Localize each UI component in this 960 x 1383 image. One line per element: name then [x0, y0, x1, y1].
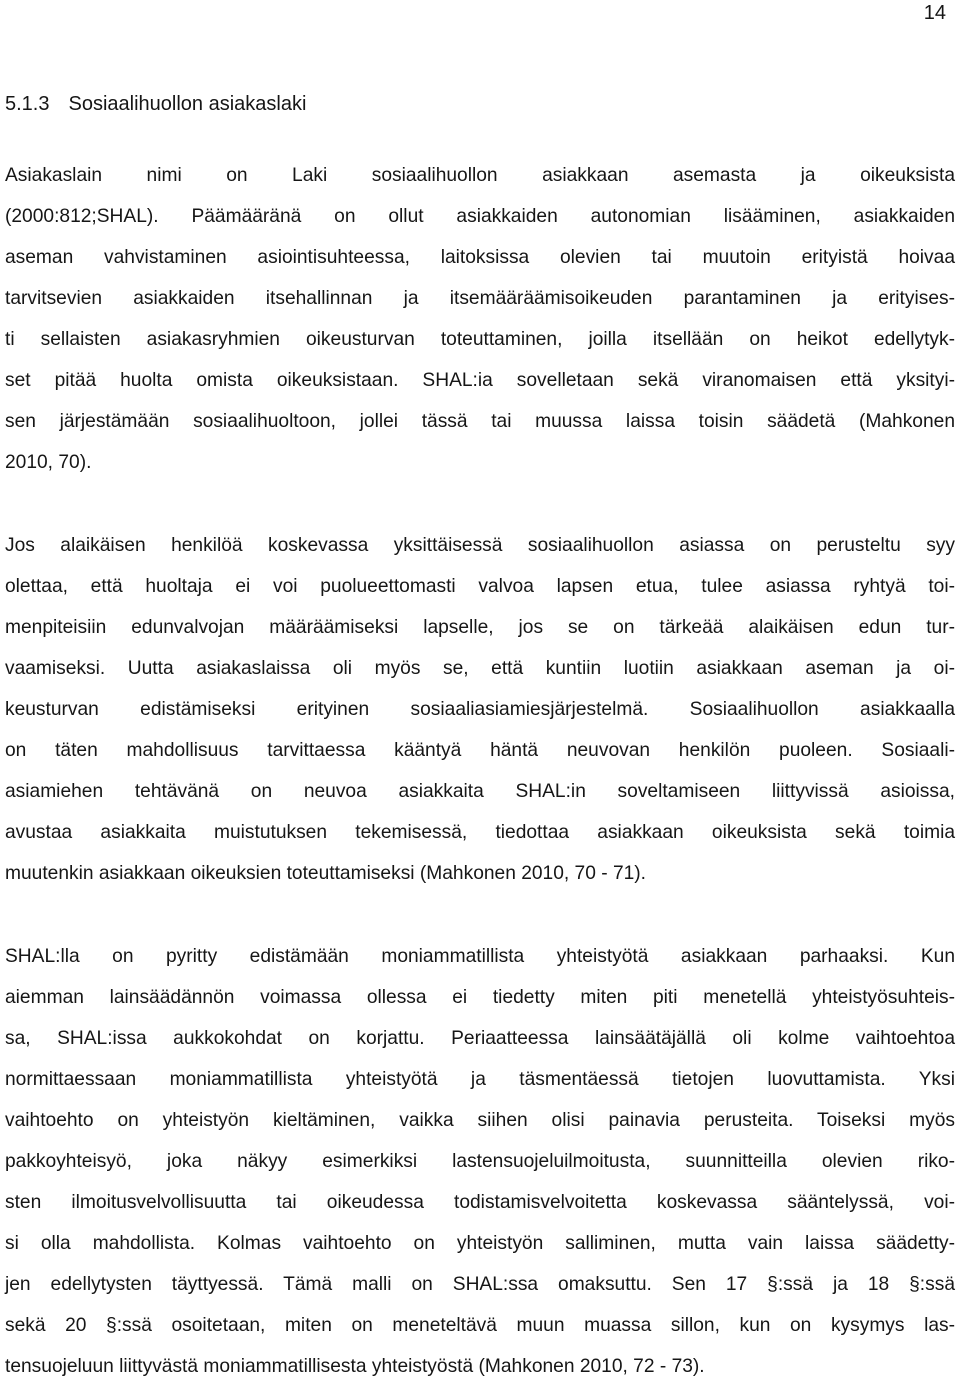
page-number: 14 [923, 2, 946, 24]
text-line: sa, SHAL:issa aukkokohdat on korjattu. Periaatteessa lainsäätäjällä oli kolme vaihtoehtoa [5, 1028, 955, 1049]
text-line: set pitää huolta omista oikeuksistaan. SHAL:ia sovelletaan sekä viranomaisen että yksityi- [5, 370, 955, 391]
section-heading [5, 90, 306, 118]
text-line: on täten mahdollisuus tarvittaessa kääntyä häntä neuvovan henkilön puoleen. Sosiaali- [5, 740, 955, 761]
text-line: SHAL:lla on pyritty edistämään moniammatillista yhteistyötä asiakkaan parhaaksi. Kun [5, 946, 955, 967]
text-line: ti sellaisten asiakasryhmien oikeusturvan toteuttaminen, joilla itsellään on heikot edellytyk- [5, 329, 955, 350]
text-line: aseman vahvistaminen asiointisuhteessa, laitoksissa olevien tai muutoin erityistä hoivaa [5, 247, 955, 268]
text-line: muutenkin asiakkaan oikeuksien toteuttamiseksi (Mahkonen 2010, 70 - 71). [5, 863, 647, 884]
text-line: Asiakaslain nimi on Laki sosiaalihuollon asiakkaan asemasta ja oikeuksista [5, 165, 955, 186]
text-line: sen järjestämään sosiaalihuoltoon, jollei tässä tai muussa laissa toisin säädetä (Mahkonen [5, 411, 955, 432]
text-line: menpiteisiin edunvalvojan määräämiseksi lapselle, jos se on tärkeää alaikäisen edun tur- [5, 617, 955, 638]
text-line: pakkoyhteisyö, joka näkyy esimerkiksi lastensuojeluilmoitusta, suunnitteilla olevien riko- [5, 1151, 955, 1172]
text-line: tarvitsevien asiakkaiden itsehallinnan ja itsemääräämisoikeuden parantaminen ja erityises- [5, 288, 955, 309]
text-line: olettaa, että huoltaja ei voi puolueettomasti valvoa lapsen etua, tulee asiassa ryhtyä toi- [5, 576, 955, 597]
text-line: (2000:812;SHAL). Päämääränä on ollut asiakkaiden autonomian lisääminen, asiakkaiden [5, 206, 955, 227]
text-line: 2010, 70). [5, 452, 92, 473]
text-line: jen edellytysten täyttyessä. Tämä malli on SHAL:ssa omaksuttu. Sen 17 §:ssä ja 18 §:ssä [5, 1274, 955, 1295]
text-line: vaamiseksi. Uutta asiakaslaissa oli myös se, että kuntiin luotiin asiakkaan aseman ja oi- [5, 658, 955, 679]
text-line: aiemman lainsäädännön voimassa ollessa ei tiedetty miten piti menetellä yhteistyösuhteis- [5, 987, 955, 1008]
text-line: avustaa asiakkaita muistutuksen tekemisessä, tiedottaa asiakkaan oikeuksista sekä toimia [5, 822, 955, 843]
section-title: Sosiaalihuollon asiakaslaki [68, 93, 307, 115]
text-line: normittaessaan moniammatillista yhteistyötä ja täsmentäessä tietojen luovuttamista. Yksi [5, 1069, 955, 1090]
text-line: keusturvan edistämiseksi erityinen sosiaaliasiamiesjärjestelmä. Sosiaalihuollon asiakkaalla [5, 699, 955, 720]
text-line: asiamiehen tehtävänä on neuvoa asiakkaita SHAL:in soveltamiseen liittyvissä asioissa, [5, 781, 955, 802]
section-number: 5.1.3 [5, 93, 50, 115]
text-line: tensuojeluun liittyvästä moniammatillisesta yhteistyöstä (Mahkonen 2010, 72 - 73). [5, 1356, 705, 1377]
text-line: vaihtoehto on yhteistyön kieltäminen, vaikka siihen olisi painavia perusteita. Toiseksi myös [5, 1110, 955, 1131]
text-line: sekä 20 §:ssä osoitetaan, miten on meneteltävä muun muassa sillon, kun on kysymys las- [5, 1315, 955, 1336]
text-line: Jos alaikäisen henkilöä koskevassa yksittäisessä sosiaalihuollon asiassa on perusteltu syy [5, 535, 955, 556]
text-line: sten ilmoitusvelvollisuutta tai oikeudessa todistamisvelvoitetta koskevassa sääntelyssä, voi- [5, 1192, 955, 1213]
text-line: si olla mahdollista. Kolmas vaihtoehto on yhteistyön salliminen, mutta vain laissa säädetty- [5, 1233, 955, 1254]
